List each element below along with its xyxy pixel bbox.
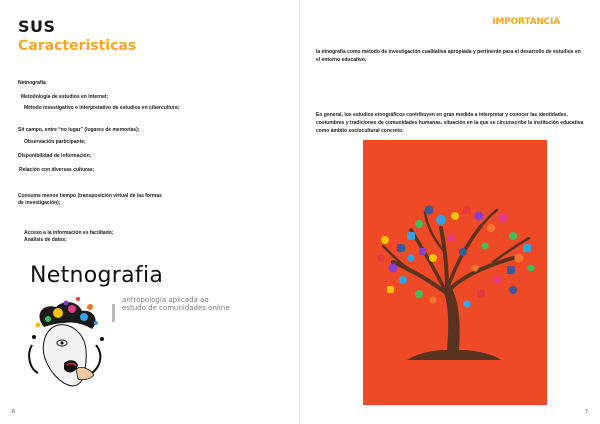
face-collage-illustration — [14, 285, 124, 395]
list-item: Acceso a la información es facilitado; — [24, 230, 114, 236]
list-item: Relación con diversas culturas; — [19, 167, 95, 173]
list-item: Disponibilidad de información; — [18, 153, 92, 159]
page-number: 6 — [12, 409, 15, 415]
list-item: Método investigativo e interpretativo de estudios en cibercultura; — [24, 105, 180, 111]
paragraph: En general, los estudios etnográficos contribuyen en gran medida a interpretar y conocer las identidades, costumbres y tradiciones de comunidades humanas, situación en la que se circunscribe la institución educativa como ámbito sociocultural concreto. — [316, 112, 584, 134]
list-item: Metodología de estudios en Internet; — [21, 94, 109, 100]
netnografia-logo-subtitle — [122, 296, 232, 312]
page-number: 7 — [585, 409, 588, 415]
list-item: Sit campo, entre “no lugar” (lugares de memorias); — [18, 127, 140, 133]
netnografia-logo-subtitle-line: estudo de comunidades online — [122, 304, 230, 312]
list-item: Análisis de datos; — [24, 237, 67, 243]
netnografia-logo-title: Netnografia — [30, 263, 164, 288]
page-title: SUS — [18, 17, 56, 36]
paragraph: la etnografía como método de investigación cualitativa apropiada y pertinente para el desarrollo de estudios en el entorno educativo. — [316, 49, 581, 63]
social-media-tree-illustration — [363, 140, 547, 405]
list-item: Consume menos tiempo (transposición virtual de las formas de investigación); — [18, 193, 162, 206]
list-item: Netnografía — [18, 80, 46, 86]
tree-graphic — [363, 140, 547, 405]
netnografia-logo-subtitle-line: antropologia aplicada ao — [122, 296, 209, 304]
section-subtitle: Caracteristicas — [18, 38, 137, 54]
list-item: Observación participante; — [24, 139, 86, 145]
section-title: IMPORTANCIA — [492, 17, 560, 27]
